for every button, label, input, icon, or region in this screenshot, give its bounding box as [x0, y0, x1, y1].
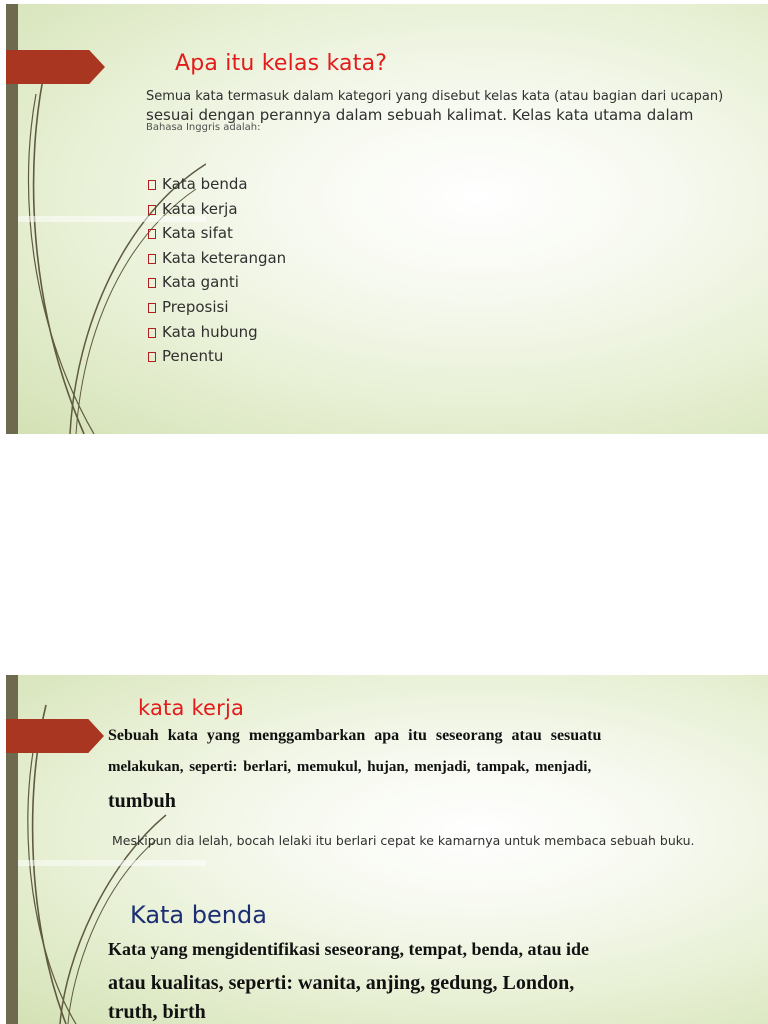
verb-definition-line-1: Sebuah kata yang menggambarkan apa itu seseorang atau sesuatu — [108, 727, 602, 744]
list-item: Kata ganti — [148, 270, 286, 295]
noun-definition-line-2: atau kualitas, seperti: wanita, anjing, gedung, London, — [108, 972, 575, 994]
bullet-box-icon — [148, 254, 156, 264]
noun-definition-line-3: truth, birth — [108, 1001, 206, 1023]
noun-definition-line-1: Kata yang mengidentifikasi seseorang, tempat, benda, atau ide — [108, 939, 590, 959]
word-class-list — [148, 172, 286, 369]
heading-arrow-marker — [6, 719, 104, 753]
title-arrow-marker — [6, 50, 105, 84]
heading-kata-benda: Kata benda — [130, 901, 267, 929]
verb-definition-line-2: melakukan, seperti: berlari, memukul, hujan, menjadi, tampak, menjadi, — [108, 759, 592, 775]
bullet-box-icon — [148, 180, 156, 190]
slide-title: Apa itu kelas kata? — [175, 51, 388, 76]
bullet-box-icon — [148, 278, 156, 288]
intro-text-line-1: Semua kata termasuk dalam kategori yang disebut kelas kata (atau bagian dari ucapan) — [146, 89, 724, 104]
list-item: Preposisi — [148, 295, 286, 320]
list-item: Penentu — [148, 344, 286, 369]
list-item: Kata sifat — [148, 221, 286, 246]
bullet-box-icon — [148, 229, 156, 239]
list-item: Kata hubung — [148, 320, 286, 345]
slide-1 — [6, 4, 768, 434]
list-item: Kata benda — [148, 172, 286, 197]
verb-example-sentence: Meskipun dia lelah, bocah lelaki itu berlari cepat ke kamarnya untuk membaca sebuah buku. — [112, 833, 695, 848]
intro-text-line-3: Bahasa Inggris adalah: — [146, 122, 261, 133]
bullet-box-icon — [148, 303, 156, 313]
list-item: Kata keterangan — [148, 246, 286, 271]
heading-kata-kerja: kata kerja — [138, 696, 245, 720]
slide-2 — [6, 675, 768, 1024]
intro-text-line-2: sesuai dengan perannya dalam sebuah kalimat. Kelas kata utama dalam — [146, 106, 694, 124]
bullet-box-icon — [148, 205, 156, 215]
bullet-box-icon — [148, 328, 156, 338]
list-item: Kata kerja — [148, 197, 286, 222]
bullet-box-icon — [148, 352, 156, 362]
verb-definition-line-3: tumbuh — [108, 790, 176, 812]
